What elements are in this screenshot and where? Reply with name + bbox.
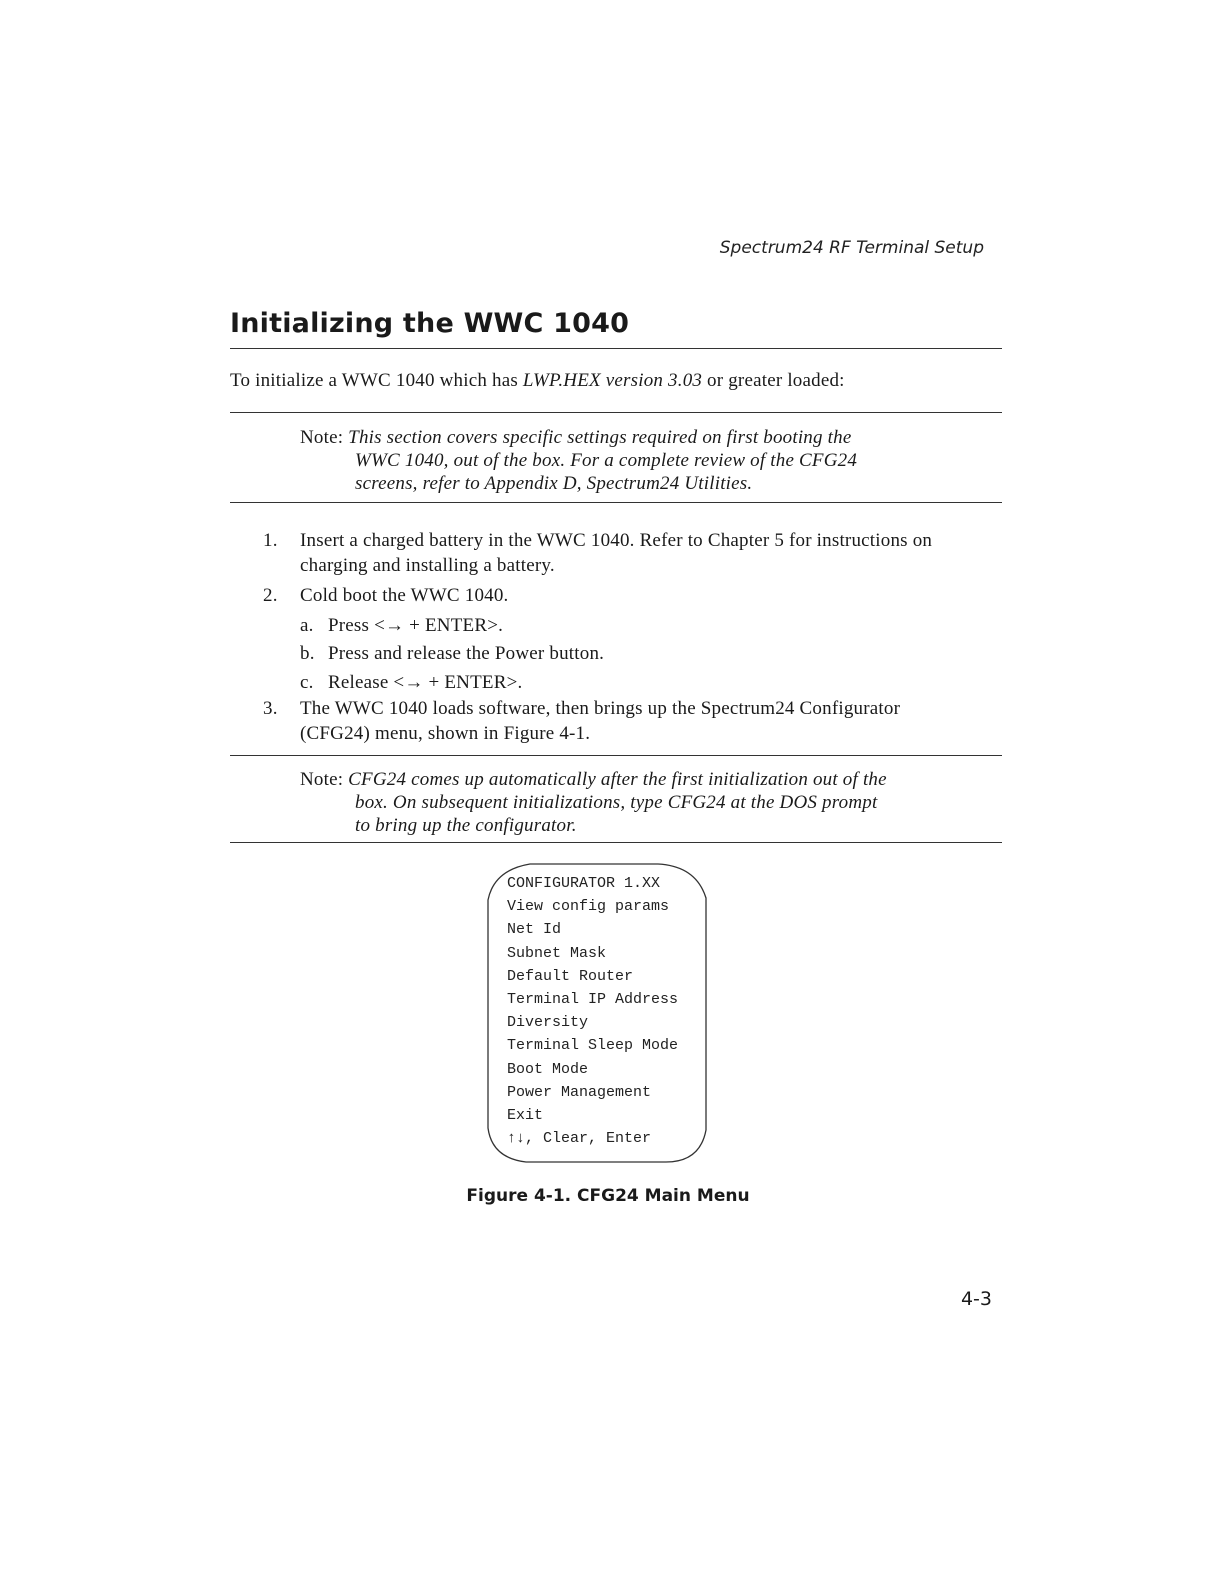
note-2 <box>300 768 940 837</box>
menu-item-exit[interactable]: Exit <box>507 1106 544 1124</box>
step-text: Press <→ + ENTER>. <box>328 615 504 636</box>
step-text: Insert a charged battery in the WWC 1040. Refer to Chapter 5 for instructions on <box>300 530 933 551</box>
menu-item-power-management[interactable]: Power Management <box>507 1083 652 1101</box>
step-number: 1. <box>263 530 278 551</box>
note-line: box. On subsequent initializations, type CFG24 at the DOS prompt <box>355 792 878 813</box>
menu-item-diversity[interactable]: Diversity <box>507 1014 589 1032</box>
note1-top-rule <box>230 412 1002 413</box>
note1-bottom-rule <box>230 502 1002 503</box>
step-number: 3. <box>263 698 278 719</box>
intro-text-before: To initialize a WWC 1040 which has <box>230 370 523 391</box>
step-number: a. <box>300 615 314 636</box>
intro-text-after: or greater loaded: <box>702 370 845 391</box>
step-number: c. <box>300 672 314 693</box>
running-header: Spectrum24 RF Terminal Setup <box>719 238 984 258</box>
note-line: This section covers specific settings required on first booting the <box>348 427 852 448</box>
note-label: Note: <box>300 769 349 790</box>
note-line: WWC 1040, out of the box. For a complete review of the CFG24 <box>355 450 858 471</box>
step-text: (CFG24) menu, shown in Figure 4-1. <box>300 723 591 744</box>
menu-item-view-config-params[interactable]: View config params <box>507 898 670 916</box>
figure-caption-text: Figure 4-1. CFG24 Main Menu <box>466 1186 750 1206</box>
menu-item-default-router[interactable]: Default Router <box>507 967 634 985</box>
menu-item-terminal-ip-address[interactable]: Terminal IP Address <box>507 990 679 1008</box>
menu-item-terminal-sleep-mode[interactable]: Terminal Sleep Mode <box>507 1037 679 1055</box>
menu-item-net-id[interactable]: Net Id <box>507 921 562 939</box>
step-text: Press and release the Power button. <box>328 643 605 664</box>
menu-item-subnet-mask[interactable]: Subnet Mask <box>507 944 607 962</box>
figure-caption <box>0 1186 1224 1206</box>
step-text: charging and installing a battery. <box>300 555 555 576</box>
note-label: Note: <box>300 427 349 448</box>
note-line: screens, refer to Appendix D, Spectrum24 Utilities. <box>355 473 753 494</box>
note-line: to bring up the configurator. <box>355 815 577 836</box>
note-line: CFG24 comes up automatically after the first initialization out of the <box>348 769 887 790</box>
step-text: Cold boot the WWC 1040. <box>300 585 509 606</box>
menu-lines <box>507 872 678 1150</box>
step-number: 2. <box>263 585 278 606</box>
step-number: b. <box>300 643 315 664</box>
intro-paragraph <box>230 370 845 392</box>
menu-title: CONFIGURATOR 1.XX <box>507 875 661 892</box>
title-rule <box>230 348 1002 349</box>
note2-bottom-rule <box>230 842 1002 843</box>
step-text: Release <→ + ENTER>. <box>328 672 523 693</box>
section-title: Initializing the WWC 1040 <box>230 308 630 339</box>
page-number: 4-3 <box>960 1288 992 1310</box>
note2-top-rule <box>230 755 1002 756</box>
menu-item-boot-mode[interactable]: Boot Mode <box>507 1060 589 1078</box>
note-1 <box>300 426 940 495</box>
menu-key-hints: ↑↓, Clear, Enter <box>507 1130 652 1148</box>
step-text: The WWC 1040 loads software, then brings up the Spectrum24 Configurator <box>300 698 901 719</box>
intro-text-italic: LWP.HEX version 3.03 <box>522 370 703 391</box>
